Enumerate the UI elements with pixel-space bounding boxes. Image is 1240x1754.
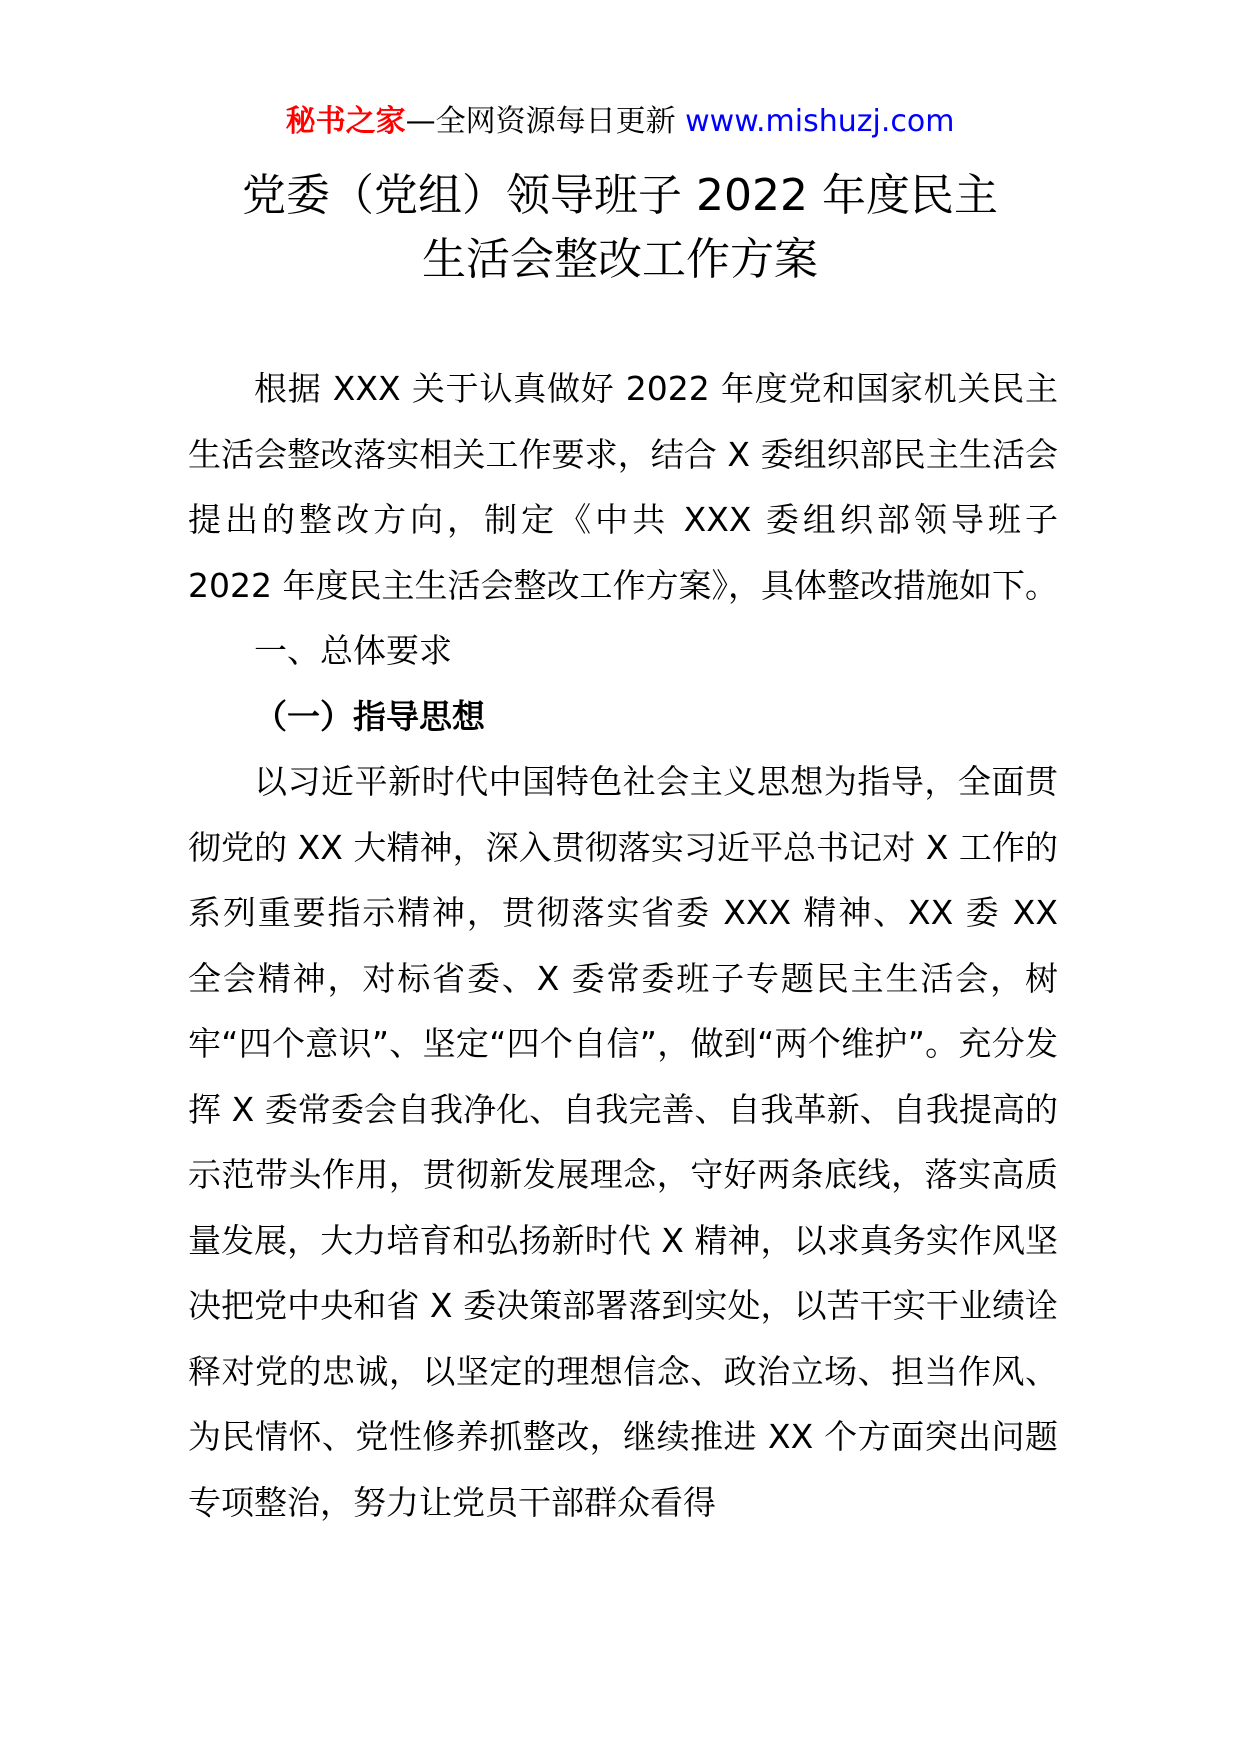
subsection-heading: （一）指导思想: [254, 696, 485, 736]
guiding-ideology-paragraph: 以习近平新时代中国特色社会主义思想为指导，全面贯彻党的 XX 大精神，深入贯彻落实习近平总书记对 X 工作的系列重要指示精神，贯彻落实省委 XXX 精神、XX 委 XX 全会精神，对标省委、X 委常委班子专题民主生活会，树牢“四个意识”、坚定“四个自信”，做到“两个维护”。充分发挥 X 委常委会自我净化、自我完善、自我革新、自我提高的示范带头作用，贯彻新发展理念，守好两条底线，落实高质量发展，大力培育和弘扬新时代 X 精神，以求真务实作风坚决把党中央和省 X 委决策部署落到实处，以苦干实干业绩诠释对党的忠诚，以坚定的理想信念、政治立场、担当作风、为民情怀、党性修养抓整改，继续推进 XX 个方面突出问题专项整治，努力让党员干部群众看得: [188, 762, 1058, 1522]
title-line-1: 党委（党组）领导班子 2022 年度民主: [242, 170, 998, 221]
site-header: [0, 100, 1240, 144]
intro-paragraph: 根据 XXX 关于认真做好 2022 年度党和国家机关民主生活会整改落实相关工作要求，结合 X 委组织部民主生活会提出的整改方向，制定《中共 XXX 委组织部领导班子 2022 年度民主生活会整改工作方案》，具体整改措施如下。: [188, 369, 1058, 605]
site-brand: 秘书之家: [285, 104, 406, 139]
document-title: [0, 164, 1240, 292]
site-tagline: —全网资源每日更新: [405, 104, 676, 139]
document-body: [188, 356, 1058, 1535]
site-url-link[interactable]: www.mishuzj.com: [685, 104, 955, 139]
section-heading: 一、总体要求: [254, 631, 452, 670]
title-line-2: 生活会整改工作方案: [422, 234, 818, 285]
